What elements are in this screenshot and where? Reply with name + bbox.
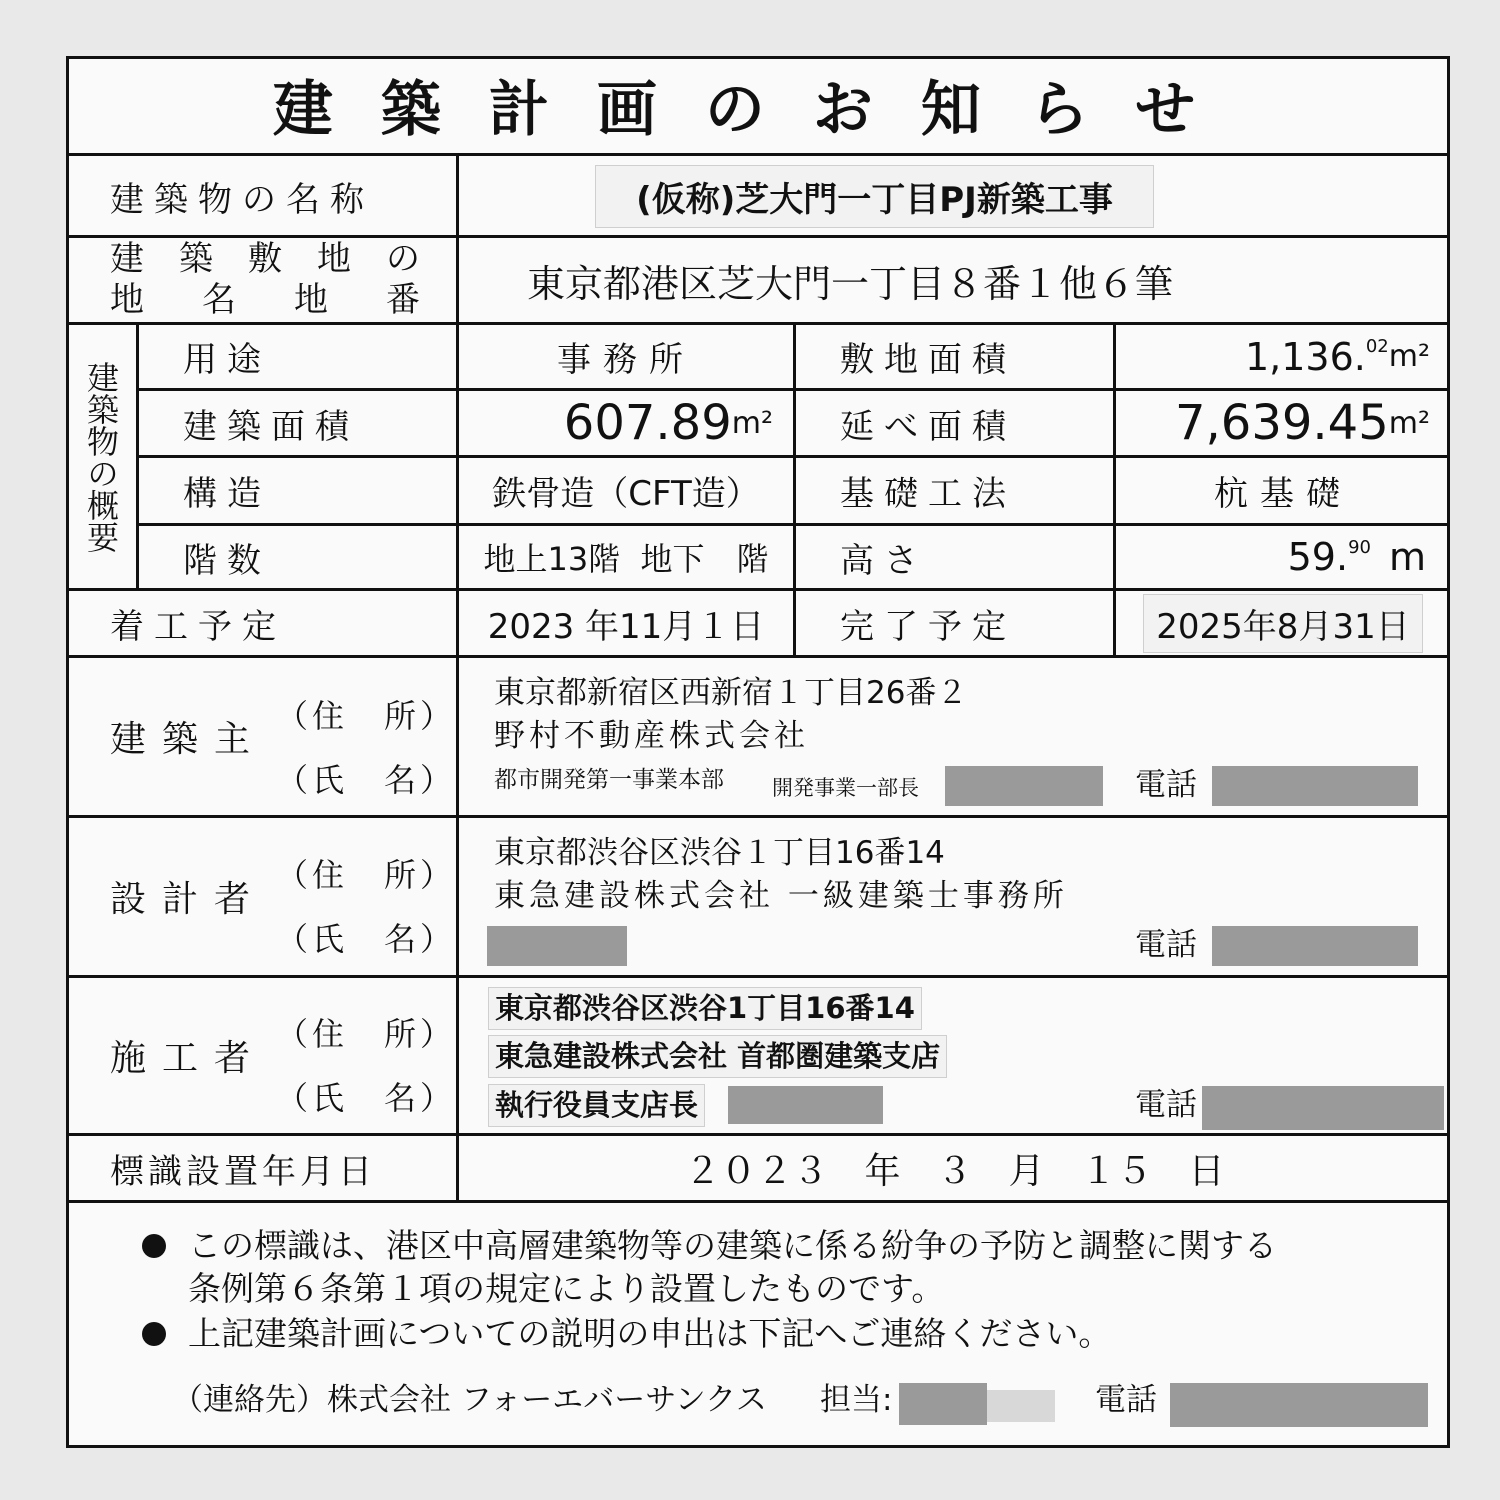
owner-company: 野村不動産株式会社 xyxy=(494,718,809,755)
redacted-name xyxy=(899,1383,987,1425)
redacted-phone xyxy=(1202,1086,1444,1130)
contractor-title: 執行役員支店長 xyxy=(488,1084,705,1127)
floor-area-label: 延べ面積 xyxy=(840,406,1016,447)
end-value: 2025年8月31日 xyxy=(1116,591,1450,655)
use-value: 事務所 xyxy=(557,340,695,380)
owner-details xyxy=(494,672,967,759)
contractor-label: 施工者 xyxy=(110,1038,267,1079)
redacted-name xyxy=(987,1390,1055,1422)
contact-phone-label: 電話 xyxy=(1095,1382,1157,1418)
contractor-phone-label: 電話 xyxy=(1135,1087,1197,1123)
designer-details xyxy=(494,832,1068,919)
overview-label: 建築物の概要 xyxy=(82,360,120,553)
start-value: 2023 年11月１日 xyxy=(487,606,765,647)
building-area-label: 建築面積 xyxy=(183,406,359,447)
note-1: この標識は、港区中高層建築物等の建築に係る紛争の予防と調整に関する 条例第６条第１項の規定により設置したものです。 xyxy=(188,1226,1277,1308)
redacted-name xyxy=(728,1086,883,1124)
redacted-name xyxy=(945,766,1103,806)
use-label: 用途 xyxy=(183,340,271,380)
row-divider xyxy=(66,1200,1450,1203)
installed-value: ２０２３ 年 ３ 月 １５ 日 xyxy=(684,1150,1225,1192)
bullet-icon xyxy=(142,1322,166,1346)
building-name-value: (仮称)芝大門一丁目PJ新築工事 xyxy=(459,158,1450,235)
contractor-subheaders: （住 所） （氏 名） xyxy=(276,1015,457,1117)
contact-company: （連絡先）株式会社 フォーエバーサンクス xyxy=(172,1382,767,1418)
floor-area-value: 7,639.45 m² xyxy=(1175,395,1430,451)
site-area-value: 1,136. 02 m² xyxy=(1244,334,1430,379)
redacted-phone xyxy=(1170,1383,1428,1427)
structure-value: 鉄骨造（CFT造） xyxy=(492,474,760,514)
designer-company: 東急建設株式会社 一級建築士事務所 xyxy=(494,878,1068,915)
foundation-label: 基礎工法 xyxy=(840,474,1016,514)
owner-dept: 都市開発第一事業本部 xyxy=(494,767,724,793)
designer-phone-label: 電話 xyxy=(1135,927,1197,963)
designer-label: 設計者 xyxy=(110,879,267,920)
designer-subheaders: （住 所） （氏 名） xyxy=(276,856,457,958)
building-name-label: 建築物の名称 xyxy=(110,180,374,220)
owner-subheaders: （住 所） （氏 名） xyxy=(276,697,457,799)
notice-title: 建築計画のお知らせ xyxy=(66,56,1450,156)
start-label: 着工予定 xyxy=(110,606,286,647)
structure-label: 構造 xyxy=(183,474,271,514)
contact-person-label: 担当: xyxy=(820,1382,893,1418)
row-divider xyxy=(66,655,1450,658)
site-label: 建築敷地の 地名地番 xyxy=(110,239,420,320)
redacted-phone xyxy=(1212,766,1418,806)
row-divider xyxy=(66,815,1450,818)
height-value: 59. 90 m xyxy=(1287,535,1426,579)
site-value: 東京都港区芝大門一丁目８番１他６筆 xyxy=(527,261,1174,306)
foundation-value: 杭基礎 xyxy=(1214,474,1352,514)
redacted-name xyxy=(487,926,627,966)
floors-label: 階数 xyxy=(183,540,271,581)
installed-label: 標識設置年月日 xyxy=(110,1151,376,1192)
owner-title: 開発事業一部長 xyxy=(772,776,919,800)
building-area-value: 607.89 m² xyxy=(563,395,773,451)
bullet-icon xyxy=(142,1234,166,1258)
owner-phone-label: 電話 xyxy=(1135,767,1197,803)
contractor-address: 東京都渋谷区渋谷1丁目16番14 xyxy=(488,987,922,1030)
height-label: 高さ xyxy=(840,540,928,581)
note-2: 上記建築計画についての説明の申出は下記へご連絡ください。 xyxy=(188,1314,1112,1353)
designer-address: 東京都渋谷区渋谷１丁目16番14 xyxy=(494,835,945,871)
owner-label: 建築主 xyxy=(110,719,267,760)
row-divider xyxy=(66,975,1450,978)
contractor-company: 東急建設株式会社 首都圏建築支店 xyxy=(488,1035,947,1078)
end-label: 完了予定 xyxy=(840,606,1016,647)
redacted-phone xyxy=(1212,926,1418,966)
owner-address: 東京都新宿区西新宿１丁目26番２ xyxy=(494,675,968,711)
site-area-label: 敷地面積 xyxy=(840,340,1016,380)
floors-value: 地上13階 地下 階 xyxy=(483,540,769,578)
